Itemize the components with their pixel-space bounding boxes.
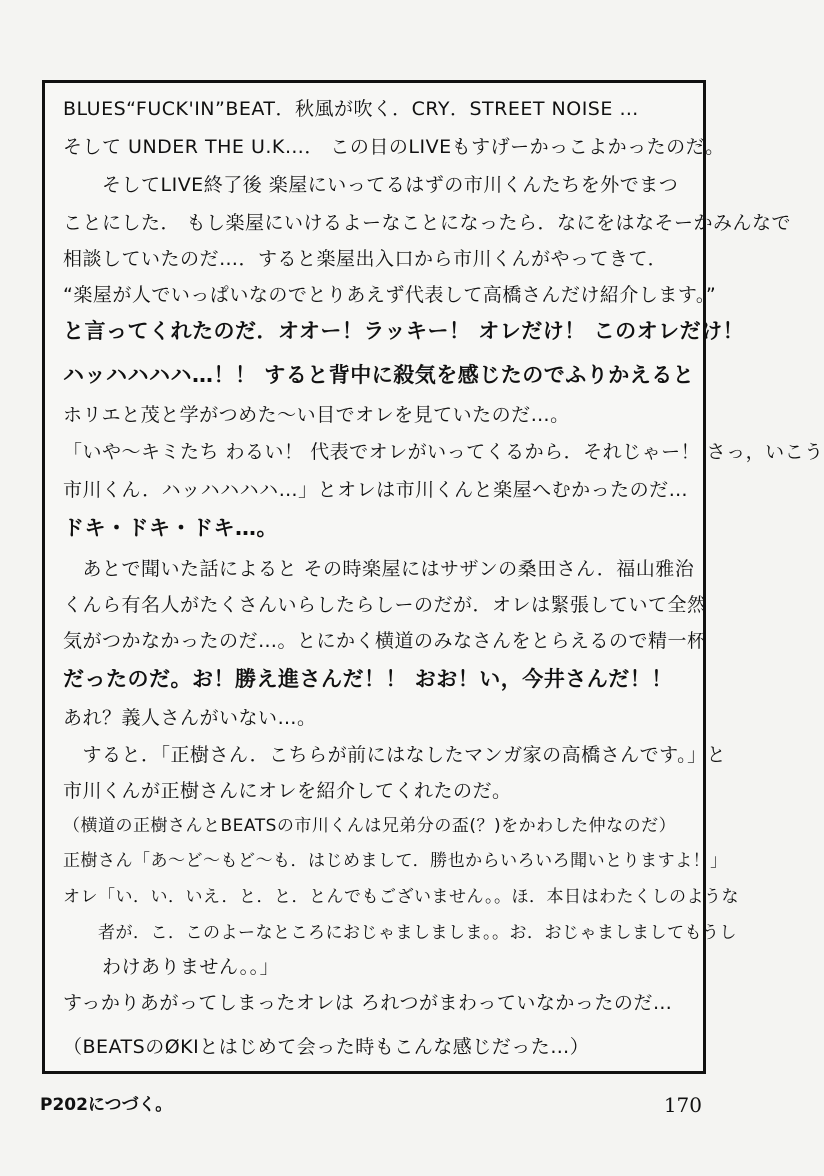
text-line: だったのだ。お！勝え進さんだ！！ おお！い，今井さんだ！！ [63, 667, 673, 691]
text-line: 者が．こ．このよーなところにおじゃましましま。。お．おじゃましましてもうし [63, 923, 737, 943]
text-line: ハッハハハハ…！！ すると背中に殺気を感じたのでふりかえると [63, 363, 695, 387]
text-line: あとで聞いた話によると その時楽屋にはサザンの桑田さん．福山雅治 [63, 558, 695, 580]
text-line: オレ「い．い．いえ．と．と．とんでもございません。。ほ．本日はわたくしのような [63, 887, 740, 907]
text-line: そして UNDER THE U.K…． この日のLIVEもすげーかっこよかったのだ。 [63, 136, 725, 158]
text-line: あれ？義人さんがいない…。 [63, 707, 317, 729]
text-frame [42, 80, 824, 1074]
text-line: と言ってくれたのだ．オオー！ラッキー！ オレだけ！ このオレだけ！ [63, 319, 745, 343]
text-line: （BEATSのØKIとはじめて会った時もこんな感じだった…） [63, 1036, 590, 1058]
text-line: ドキ・ドキ・ドキ…。 [63, 516, 278, 540]
text-line: そしてLIVE終了後 楽屋にいってるはずの市川くんたちを外でまつ [63, 174, 679, 196]
continued-note: P202につづく。 [40, 1095, 173, 1115]
text-line: 市川くんが正樹さんにオレを紹介してくれたのだ。 [63, 780, 512, 802]
text-line: 相談していたのだ…．すると楽屋出入口から市川くんがやってきて． [63, 248, 668, 270]
text-line: （横道の正樹さんとBEATSの市川くんは兄弟分の盃(？)をかわした仲なのだ） [63, 816, 677, 836]
text-line: ホリエと茂と学がつめた〜い目でオレを見ていたのだ…。 [63, 404, 570, 426]
page-number: 170 [663, 1093, 702, 1117]
text-line: 市川くん．ハッハハハハ…」とオレは市川くんと楽屋へむかったのだ… [63, 479, 689, 501]
text-line: すると．「正樹さん．こちらが前にはなしたマンガ家の高橋さんです。」と [63, 744, 727, 766]
text-line: “楽屋が人でいっぱいなのでとりあえず代表して高橋さんだけ紹介します。” [63, 284, 717, 306]
text-line: BLUES“FUCK'IN”BEAT．秋風が吹く．CRY．STREET NOISE … [63, 98, 639, 120]
text-line: わけありません。。」 [63, 956, 280, 978]
text-line: くんら有名人がたくさんいらしたらしーのだが．オレは緊張していて全然 [63, 594, 707, 616]
text-line: ことにした． もし楽屋にいけるよーなことになったら．なにをはなそーかみんなで [63, 212, 792, 234]
text-line: 「いや〜キミたち わるい！ 代表でオレがいってくるから．それじゃー！ さっ，いこう [63, 441, 824, 463]
text-line: 気がつかなかったのだ…。とにかく横道のみなさんをとらえるので精一杯 [63, 630, 707, 652]
text-line: 正樹さん「あ〜ど〜もど〜も．はじめまして．勝也からいろいろ聞いとりますよ！」 [63, 851, 728, 871]
text-line: すっかりあがってしまったオレは ろれつがまわっていなかったのだ… [63, 992, 673, 1014]
